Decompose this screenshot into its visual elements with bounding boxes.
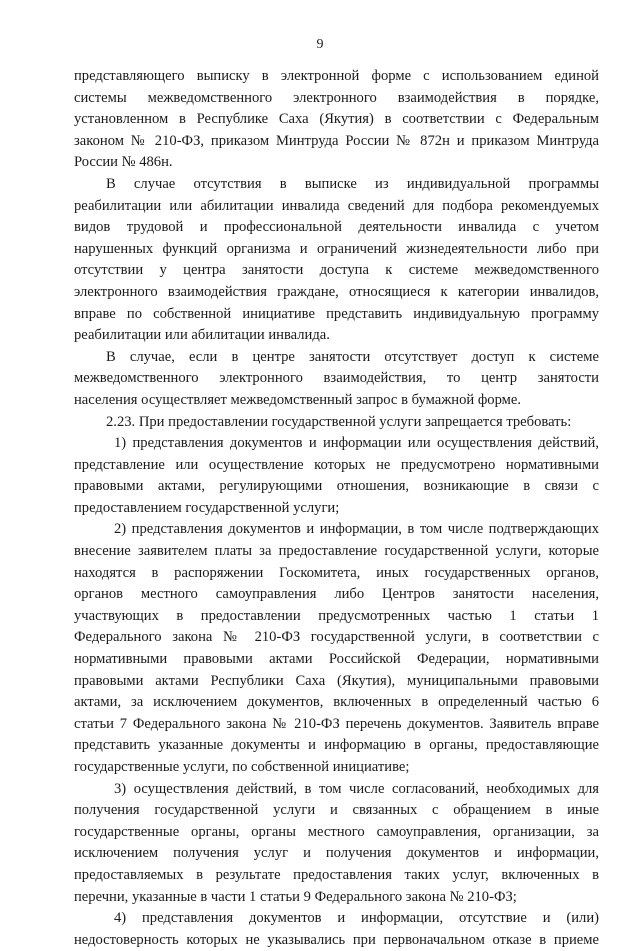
text-line: электронного взаимодействия граждане, относящиеся к категории инвалидов, bbox=[74, 283, 599, 300]
text-line: статьи 7 Федерального закона № 210-ФЗ перечень документов. Заявитель вправе bbox=[74, 715, 599, 732]
text-line: внесение заявителем платы за предоставление государственной услуги, которые bbox=[74, 543, 599, 560]
text-line: органов местного самоуправления либо Центров занятости населения, bbox=[74, 586, 599, 603]
page-number: 9 bbox=[316, 37, 324, 52]
text-line: актами, за исключением документов, включенных в определенный частью 6 bbox=[74, 694, 599, 711]
text-line: 2.23. При предоставлении государственной услуги запрещается требовать: bbox=[106, 413, 572, 430]
text-line: представить указанные документы и информацию в органы, предоставляющие bbox=[74, 737, 599, 754]
text-line: 3) осуществления действий, в том числе согласований, необходимых для bbox=[114, 780, 599, 797]
text-line: предоставляемых в результате предоставления таких услуг, включенных в bbox=[74, 866, 599, 883]
text-line: реабилитации или абилитации инвалида. bbox=[74, 327, 330, 344]
text-line: населения осуществляет межведомственный запрос в бумажной форме. bbox=[74, 391, 522, 408]
text-line: нарушенных функций организма и ограничений жизнедеятельности либо при bbox=[74, 240, 599, 257]
text-line: 4) представления документов и информации, отсутствие и (или) bbox=[114, 910, 599, 927]
text-line: правовыми актами Республики Саха (Якутия), муниципальными правовыми bbox=[74, 672, 599, 689]
text-line: участвующих в предоставлении предусмотренных частью 1 статьи 1 bbox=[74, 607, 599, 624]
text-line: системы межведомственного электронного взаимодействия в порядке, bbox=[74, 89, 599, 106]
text-line: реабилитации или абилитации инвалида сведений для подбора рекомендуемых bbox=[74, 197, 599, 214]
text-line: нормативными правовыми актами Российской Федерации, нормативными bbox=[74, 651, 599, 668]
text-line: В случае отсутствия в выписке из индивидуальной программы bbox=[106, 175, 599, 192]
text-line: находятся в распоряжении Госкомитета, иных государственных органов, bbox=[74, 564, 599, 581]
document-body bbox=[74, 66, 599, 951]
text-line: Федерального закона № 210-ФЗ государственной услуги, в соответствии с bbox=[74, 629, 599, 646]
text-line: межведомственного электронного взаимодействия, то центр занятости bbox=[74, 370, 599, 387]
text-line: исключением получения услуг и получения документов и информации, bbox=[74, 845, 599, 862]
text-line: предоставлением государственной услуги; bbox=[74, 499, 340, 516]
text-line: недостоверность которых не указывались при первоначальном отказе в приеме bbox=[74, 931, 599, 948]
text-line: перечни, указанные в части 1 статьи 9 Федерального закона № 210-ФЗ; bbox=[74, 888, 517, 905]
text-line: законом № 210-ФЗ, приказом Минтруда России № 872н и приказом Минтруда bbox=[74, 132, 599, 149]
text-line: отсутствии у центра занятости доступа к системе межведомственного bbox=[74, 262, 599, 279]
text-line: России № 486н. bbox=[74, 154, 173, 171]
text-line: В случае, если в центре занятости отсутствует доступ к системе bbox=[106, 348, 599, 365]
text-line: представляющего выписку в электронной форме с использованием единой bbox=[74, 68, 599, 84]
text-line: получения государственной услуги и связанных с обращением в иные bbox=[74, 802, 599, 819]
text-line: 1) представления документов и информации или осуществления действий, bbox=[114, 435, 599, 452]
text-line: видов трудовой и профессиональной деятельности инвалида с учетом bbox=[74, 219, 599, 236]
text-line: государственные органы, органы местного самоуправления, организации, за bbox=[74, 823, 599, 840]
text-line: 2) представления документов и информации, в том числе подтверждающих bbox=[114, 521, 599, 538]
text-line: государственные услуги, по собственной инициативе; bbox=[74, 759, 410, 775]
text-line: вправе по собственной инициативе представить индивидуальную программу bbox=[74, 305, 599, 322]
text-line: представление или осуществление которых не предусмотрено нормативными bbox=[74, 456, 599, 473]
text-line: установленном в Республике Саха (Якутия) в соответствии с Федеральным bbox=[74, 111, 599, 128]
text-line: правовыми актами, регулирующими отношения, возникающие в связи с bbox=[74, 478, 599, 495]
